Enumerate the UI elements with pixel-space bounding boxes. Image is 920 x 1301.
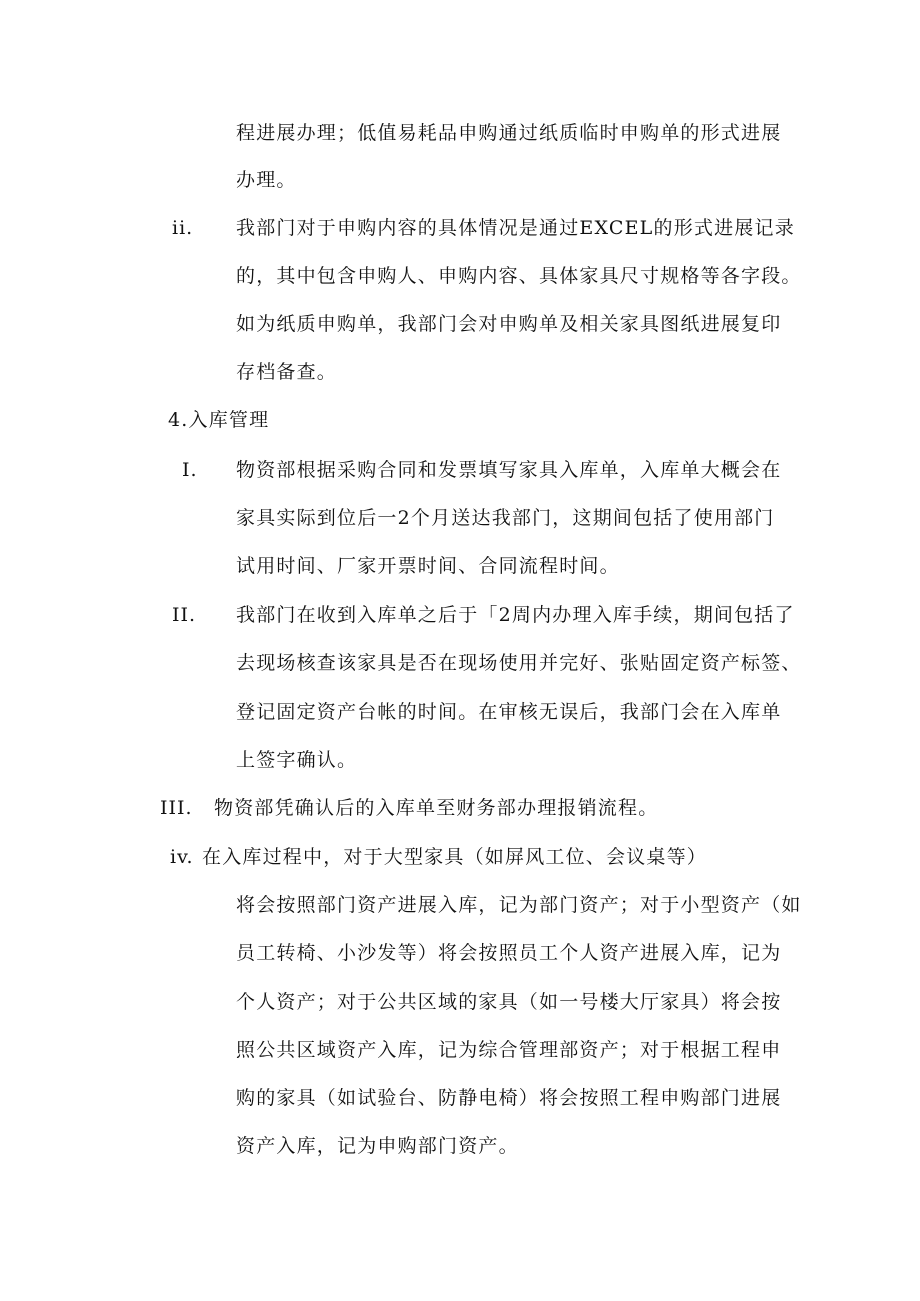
text-line: 资产入库，记为申购部门资产。: [236, 1135, 519, 1157]
list-marker: iv.: [170, 846, 194, 868]
list-marker: II.: [172, 604, 197, 626]
text-line: 我部门在收到入库单之后于「2周内办理入库手续，期间包括了: [236, 604, 795, 626]
text-line: 程进展办理；低值易耗品申购通过纸质临时申购单的形式进展: [236, 122, 782, 144]
text-line: 存档备查。: [236, 361, 338, 383]
list-marker: III.: [160, 797, 193, 819]
text-line: 办理。: [236, 169, 297, 191]
text-line: 家具实际到位后一2个月送达我部门，这期间包括了使用部门: [236, 507, 775, 529]
text-line: 将会按照部门资产进展入库，记为部门资产；对于小型资产（如: [236, 894, 802, 916]
text-line: 登记固定资产台帐的时间。在审核无误后，我部门会在入库单: [236, 701, 782, 723]
text-line: 的，其中包含申购人、申购内容、具体家具尺寸规格等各字段。: [236, 265, 802, 287]
text-line: 购的家具（如试验台、防静电椅）将会按照工程申购部门进展: [236, 1087, 782, 1109]
text-line: 在入库过程中，对于大型家具（如屏风工位、会议桌等）: [202, 846, 708, 868]
text-line: 上签字确认。: [236, 749, 358, 771]
text-line: 个人资产；对于公共区域的家具（如一号楼大厅家具）将会按: [236, 991, 782, 1013]
list-marker: I.: [182, 459, 198, 481]
text-line: 我部门对于申购内容的具体情况是通过EXCEL的形式进展记录: [236, 217, 795, 239]
text-line: 员工转椅、小沙发等）将会按照员工个人资产进展入库，记为: [236, 942, 782, 964]
text-line: 试用时间、厂家开票时间、合同流程时间。: [236, 555, 620, 577]
list-marker: ii.: [172, 217, 194, 239]
text-line: 物资部凭确认后的入库单至财务部办理报销流程。: [214, 797, 659, 819]
text-line: 物资部根据采购合同和发票填写家具入库单，入库单大概会在: [236, 459, 782, 481]
section-heading: 4.入库管理: [168, 409, 270, 431]
text-line: 如为纸质申购单，我部门会对申购单及相关家具图纸进展复印: [236, 313, 782, 335]
text-line: 去现场核查该家具是否在现场使用并完好、张贴固定资产标签、: [236, 652, 802, 674]
text-line: 照公共区域资产入库，记为综合管理部资产；对于根据工程申: [236, 1039, 782, 1061]
